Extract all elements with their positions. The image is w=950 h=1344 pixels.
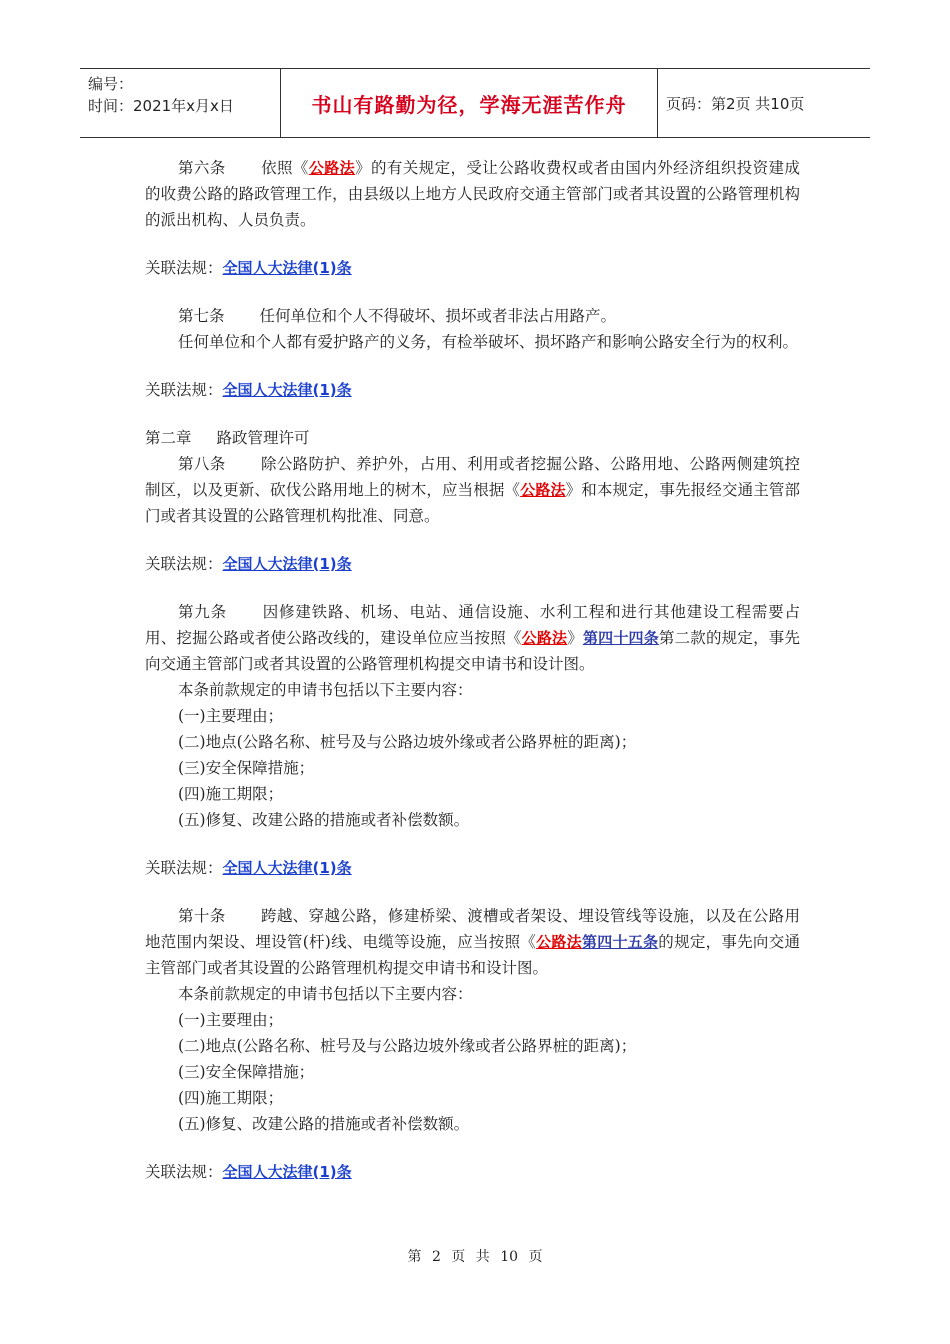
list-item: (五)修复、改建公路的措施或者补偿数额。: [178, 1115, 470, 1133]
related-laws-7: [145, 377, 800, 403]
doc-number-label: 编号：: [88, 75, 134, 93]
header-motto: 书山有路勤为径，学海无涯苦作舟: [280, 69, 658, 137]
list-item: (四)施工期限；: [178, 785, 284, 803]
article-7-para-2: 任何单位和个人都有爱护路产的义务，有检举破坏、损坏路产和影响公路安全行为的权利。: [178, 333, 799, 351]
page-footer: 第 2 页 共 10 页: [407, 1249, 543, 1265]
related-label: 关联法规：: [145, 555, 223, 573]
list-item: (一)主要理由；: [178, 1011, 284, 1029]
chapter-heading: 第二章 路政管理许可: [145, 429, 310, 447]
list-item: (三)安全保障措施；: [178, 759, 315, 777]
related-law-link[interactable]: 全国人大法律(1)条: [222, 859, 352, 877]
related-law-link[interactable]: 全国人大法律(1)条: [222, 381, 352, 399]
list-item: (四)施工期限；: [178, 1089, 284, 1107]
article-7-title: 第七条: [178, 307, 225, 325]
header-meta: [80, 69, 280, 137]
related-label: 关联法规：: [145, 259, 223, 277]
article-9: 第九条 因修建铁路、机场、电站、通信设施、水利工程和进行其他建设工程需要占用、挖掘公路或者使公路改线的，建设单位应当按照《公路法》第四十四条第二款的规定，事先向交通主管部门或者其设置的公路管理机构提交申请书和设计图。: [145, 603, 800, 673]
page-header: [80, 68, 870, 138]
article-8: 第八条 除公路防护、养护外，占用、利用或者挖掘公路、公路用地、公路两侧建筑控制区，以及更新、砍伐公路用地上的树木，应当根据《公路法》和本规定，事先报经交通主管部门或者其设置的公路管理机构批准、同意。: [145, 455, 800, 525]
article-9-title: 第九条: [178, 603, 227, 621]
related-law-link[interactable]: 全国人大法律(1)条: [222, 259, 352, 277]
related-label: 关联法规：: [145, 859, 223, 877]
highway-law-link[interactable]: 公路法: [520, 481, 566, 499]
article-8-title: 第八条: [178, 455, 226, 473]
list-item: (二)地点(公路名称、桩号及与公路边坡外缘或者公路界桩的距离)；: [178, 1037, 637, 1055]
article-45-link[interactable]: 第四十五条: [581, 933, 659, 951]
related-laws-6: [145, 255, 800, 281]
list-item: (五)修复、改建公路的措施或者补偿数额。: [178, 811, 470, 829]
doc-time-label: 时间：2021年x月x日: [88, 97, 234, 115]
article-44-link[interactable]: 第四十四条: [582, 629, 659, 647]
highway-law-link[interactable]: 公路法: [308, 159, 356, 177]
article-6: 第六条 依照《公路法》的有关规定，受让公路收费权或者由国内外经济组织投资建成的收费公路的路政管理工作，由县级以上地方人民政府交通主管部门或者其设置的公路管理机构的派出机构、人员负责。: [145, 159, 800, 229]
article-6-title: 第六条: [178, 159, 226, 177]
highway-law-link[interactable]: 公路法: [521, 629, 568, 647]
article-10-title: 第十条: [178, 907, 226, 925]
highway-law-link[interactable]: 公路法: [536, 933, 582, 951]
header-page-info: 页码：第2页 共10页: [666, 94, 805, 113]
related-label: 关联法规：: [145, 1163, 223, 1181]
article-7: 第七条 任何单位和个人不得破坏、损坏或者非法占用路产。: [178, 307, 617, 325]
related-label: 关联法规：: [145, 381, 223, 399]
list-item: (一)主要理由；: [178, 707, 284, 725]
document-body: [145, 155, 800, 1185]
related-law-link[interactable]: 全国人大法律(1)条: [222, 1163, 352, 1181]
related-laws-9: [145, 855, 800, 881]
list-item: (三)安全保障措施；: [178, 1063, 315, 1081]
related-laws-10: [145, 1159, 800, 1185]
list-item: (二)地点(公路名称、桩号及与公路边坡外缘或者公路界桩的距离)；: [178, 733, 637, 751]
related-laws-8: [145, 551, 800, 577]
article-10-intro: 本条前款规定的申请书包括以下主要内容：: [178, 985, 473, 1003]
article-10: 第十条 跨越、穿越公路，修建桥梁、渡槽或者架设、埋设管线等设施，以及在公路用地范围内架设、埋设管(杆)线、电缆等设施，应当按照《公路法第四十五条的规定，事先向交通主管部门或者其设置的公路管理机构提交申请书和设计图。: [145, 907, 800, 977]
article-9-intro: 本条前款规定的申请书包括以下主要内容：: [178, 681, 473, 699]
related-law-link[interactable]: 全国人大法律(1)条: [222, 555, 352, 573]
